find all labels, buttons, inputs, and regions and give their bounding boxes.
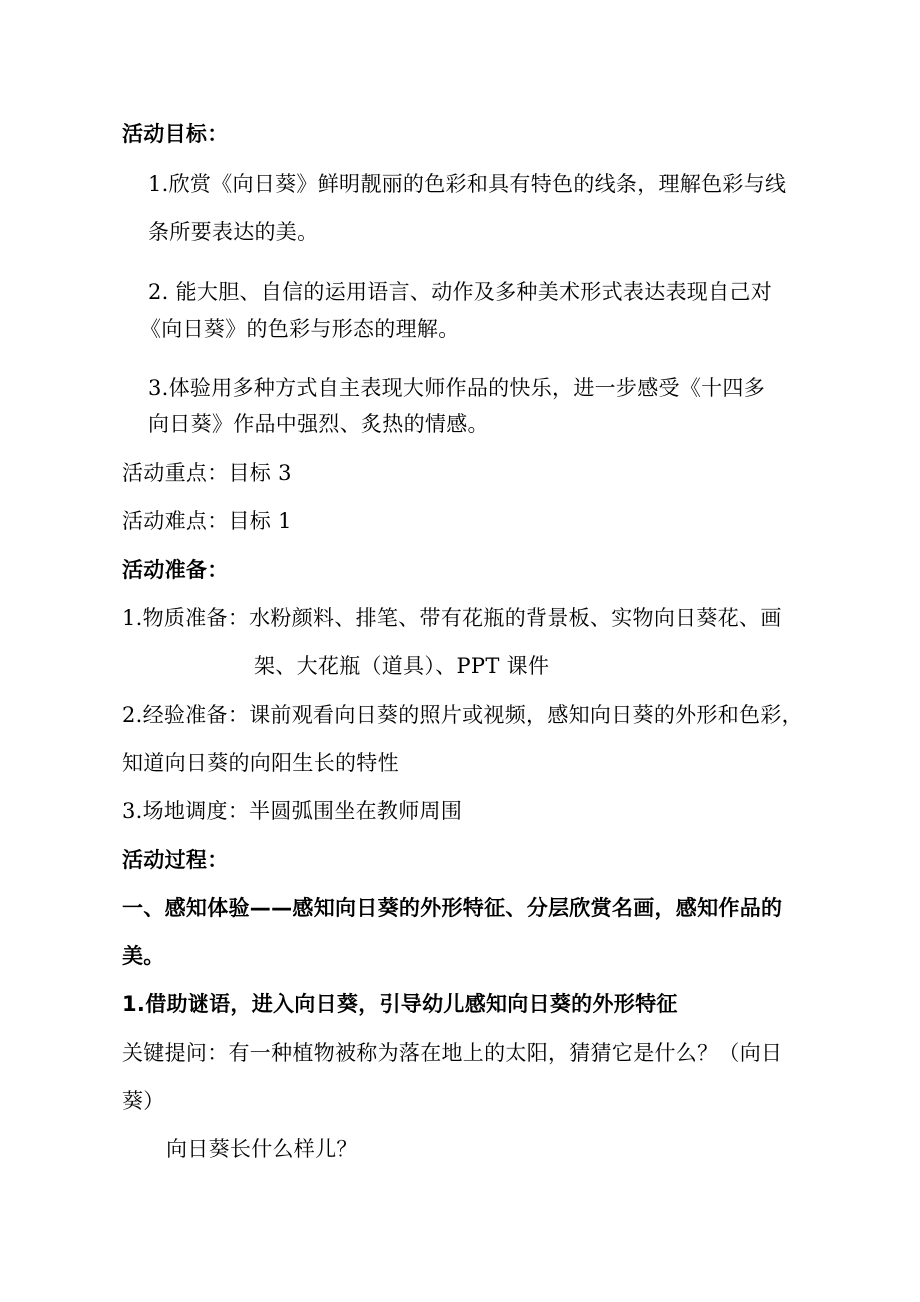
prep-3: 3.场地调度：半圆弧围坐在教师周围 <box>122 799 463 823</box>
goal-2-line-2: 《向日葵》的色彩与形态的理解。 <box>140 317 460 341</box>
prep-2-line-1: 2.经验准备：课前观看向日葵的照片或视频，感知向日葵的外形和色彩， <box>122 703 803 727</box>
goal-3-line-2: 向日葵》作品中强烈、炙热的情感。 <box>148 412 489 436</box>
process-heading: 活动过程： <box>122 848 229 872</box>
goal-3-line-1: 3.体验用多种方式自主表现大师作品的快乐，进一步感受《十四多 <box>148 376 766 400</box>
section-1-line-2: 美。 <box>122 944 165 968</box>
key-point: 活动重点：目标 3 <box>122 461 292 485</box>
key-question-line-2: 葵） <box>122 1089 165 1113</box>
section-1-line-1: 一、感知体验——感知向日葵的外形特征、分层欣赏名画，感知作品的 <box>122 896 783 920</box>
prep-2-line-2: 知道向日葵的向阳生长的特性 <box>122 751 399 775</box>
prep-1-line-1: 1.物质准备：水粉颜料、排笔、带有花瓶的背景板、实物向日葵花、画 <box>122 606 782 630</box>
step-1-heading: 1.借助谜语，进入向日葵，引导幼儿感知向日葵的外形特征 <box>122 992 678 1016</box>
prep-heading: 活动准备： <box>122 558 229 582</box>
prep-1-line-2: 架、大花瓶（道具）、PPT 课件 <box>254 654 550 678</box>
goal-1-line-1: 1.欣赏《向日葵》鲜明靓丽的色彩和具有特色的线条，理解色彩与线 <box>148 172 787 196</box>
key-question-line-1: 关键提问：有一种植物被称为落在地上的太阳，猜猜它是什么？（向日 <box>122 1041 783 1065</box>
goal-2-line-1: 2. 能大胆、自信的运用语言、动作及多种美术形式表达表现自己对 <box>148 280 773 304</box>
goals-heading: 活动目标： <box>122 122 229 146</box>
goal-1-line-2: 条所要表达的美。 <box>148 220 319 244</box>
question-2: 向日葵长什么样儿？ <box>166 1137 358 1161</box>
difficulty-point: 活动难点：目标 1 <box>122 509 292 533</box>
